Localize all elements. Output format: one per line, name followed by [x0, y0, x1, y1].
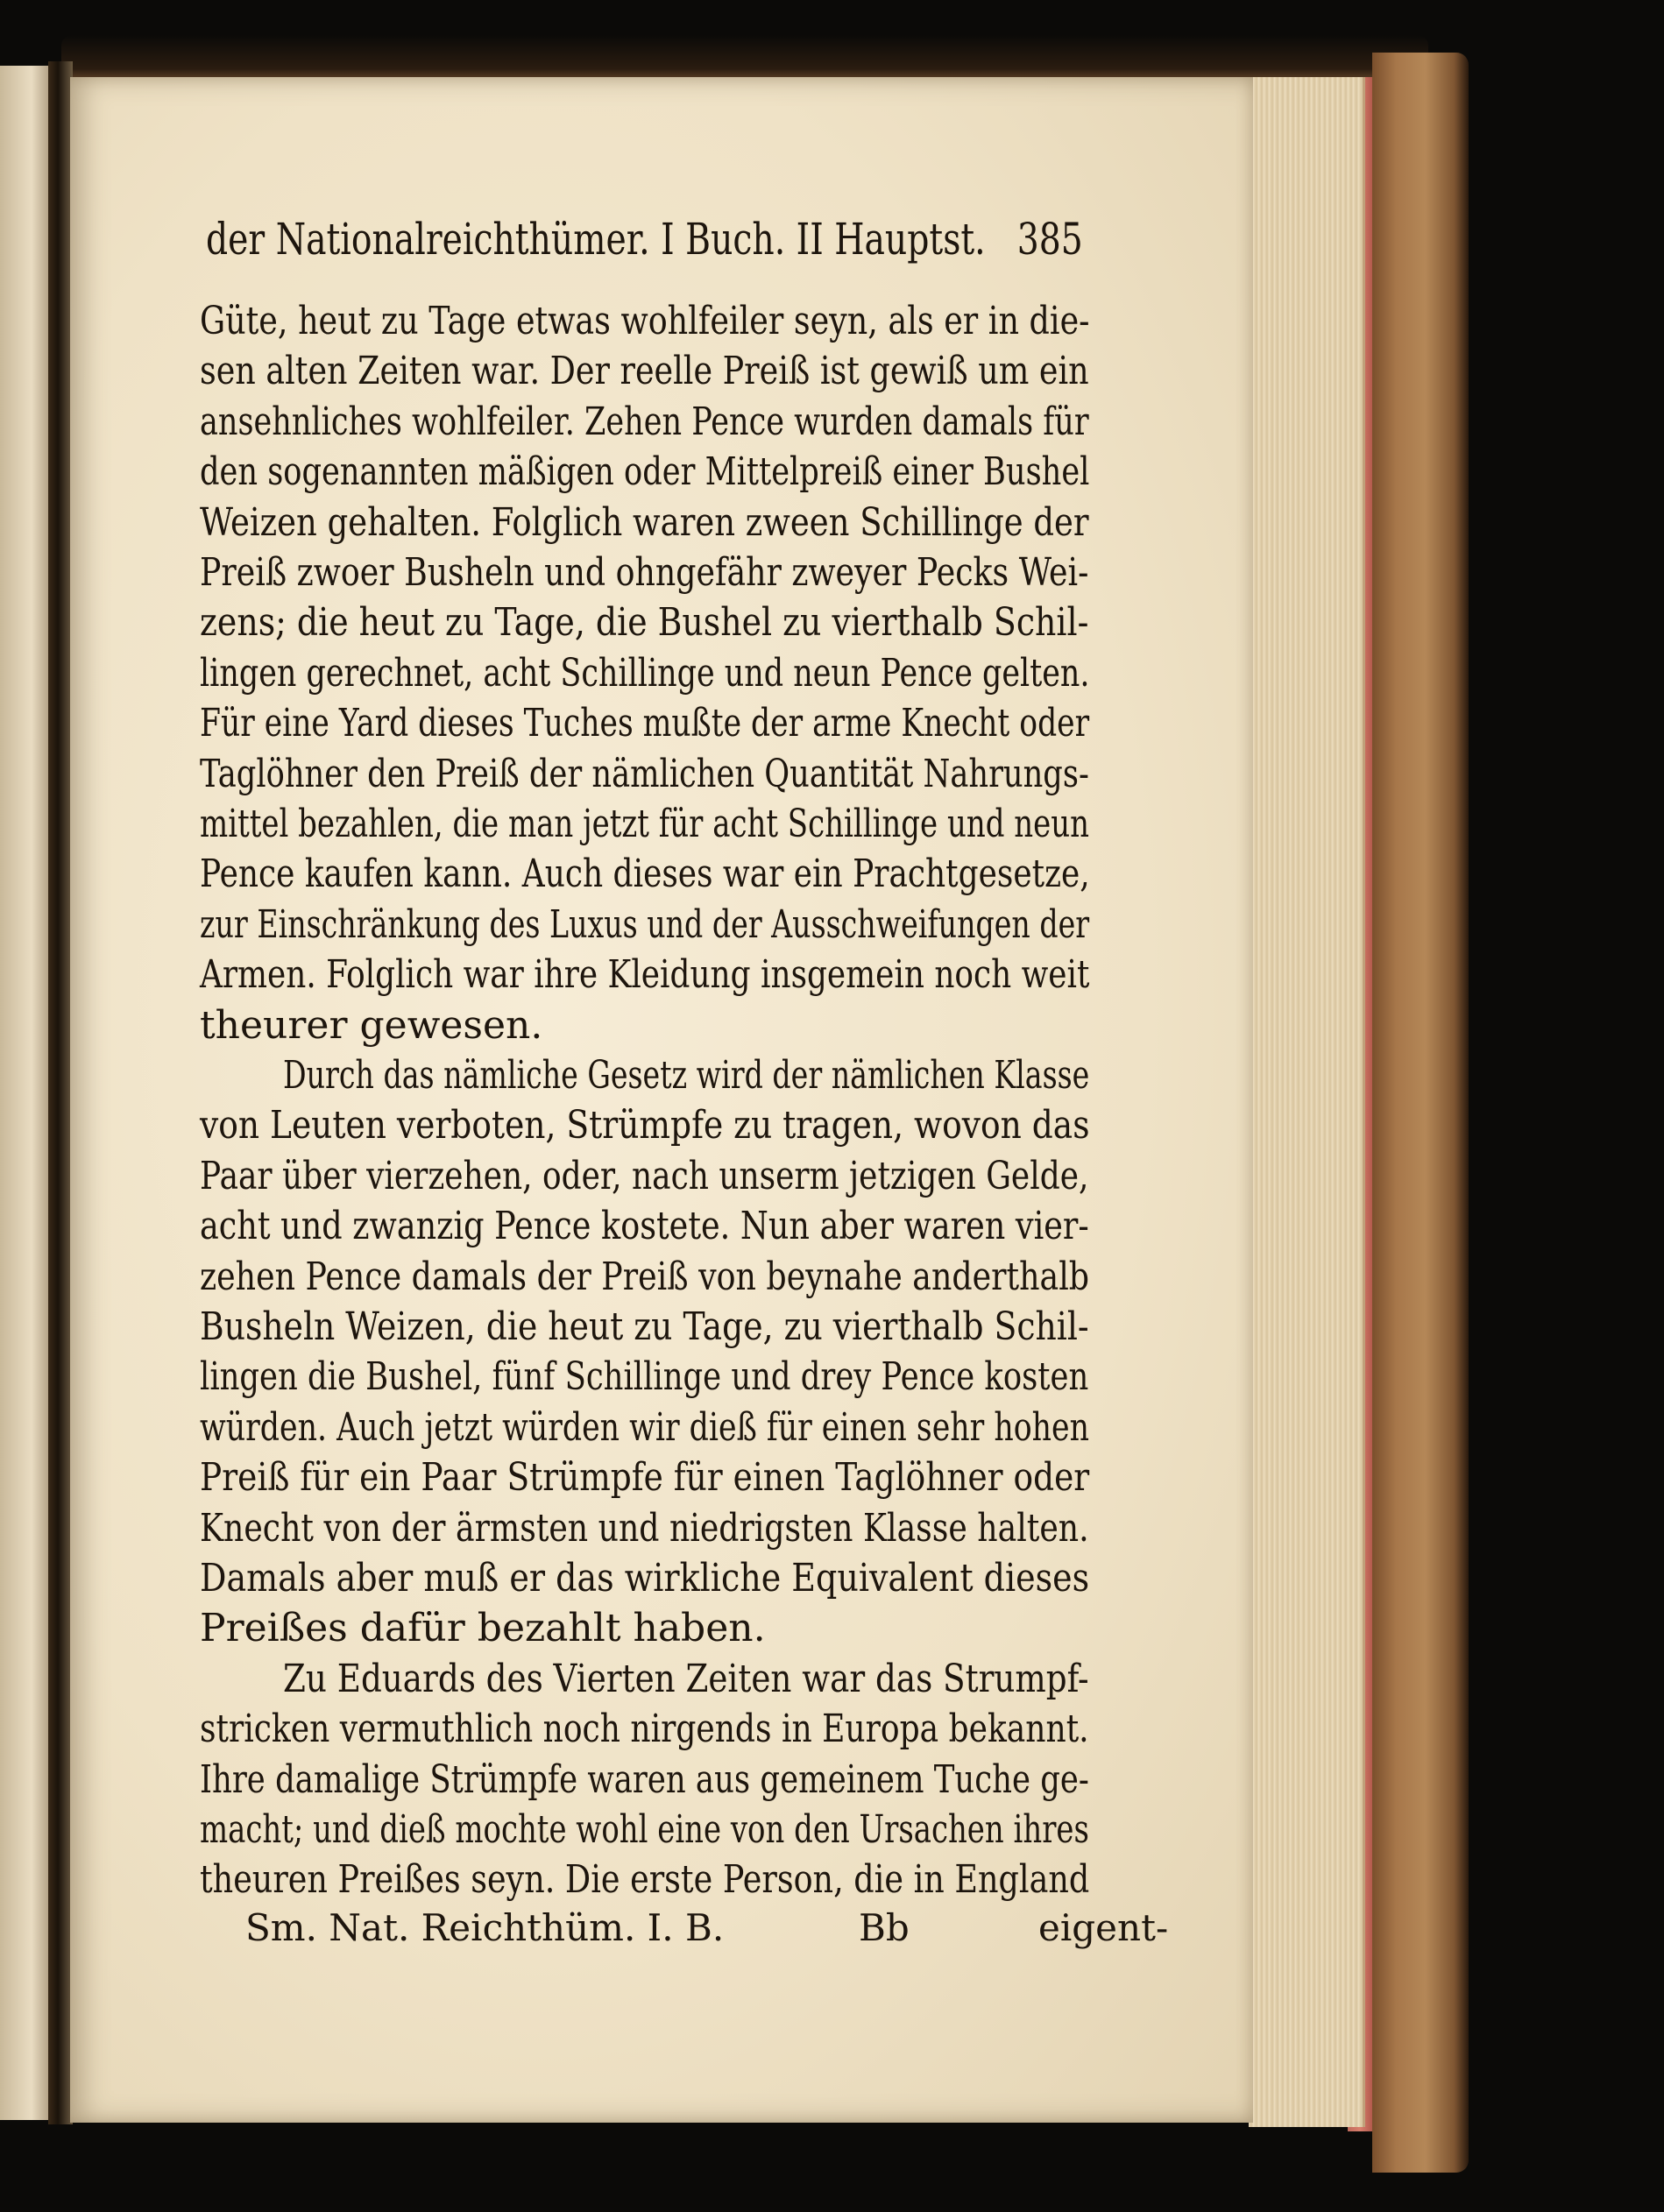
text-line: Weizen gehalten. Folglich waren zween Schillinge der	[200, 499, 1089, 545]
short-title: Sm. Nat. Reichthüm. I. B.	[245, 1906, 725, 1949]
page-stack-edge	[1249, 77, 1365, 2127]
text-line: theurer gewesen.	[200, 1002, 543, 1048]
running-head-line	[206, 214, 1083, 265]
text-line: ansehnliches wohlfeiler. Zehen Pence wurden damals für	[200, 399, 1089, 444]
text-line: lingen die Bushel, fünf Schillinge und drey Pence kosten	[200, 1354, 1089, 1400]
text-line: lingen gerechnet, acht Schillinge und neun Pence gelten.	[200, 650, 1090, 696]
running-head: der Nationalreichthümer. I Buch. II Hauptst.	[206, 214, 986, 265]
text-line: Preiß für ein Paar Strümpfe für einen Taglöhner oder	[200, 1455, 1090, 1501]
book-cover	[1372, 53, 1469, 2173]
text-line: Für eine Yard dieses Tuches mußte der arme Knecht oder	[200, 701, 1090, 746]
text-line: Güte, heut zu Tage etwas wohlfeiler seyn, als er in die-	[200, 299, 1090, 343]
text-line: von Leuten verboten, Strümpfe zu tragen, wovon das	[200, 1103, 1090, 1148]
text-line: Pence kaufen kann. Auch dieses war ein Prachtgesetze,	[200, 852, 1090, 897]
text-line: Paar über vierzehen, oder, nach unserm jetzigen Gelde,	[200, 1153, 1089, 1198]
facing-page-edge	[0, 66, 53, 2120]
text-line: Damals aber muß er das wirkliche Equivalent dieses	[200, 1556, 1090, 1601]
signature-line	[245, 1906, 1169, 1949]
text-line: Taglöhner den Preiß der nämlichen Quantität Nahrungs-	[200, 751, 1089, 796]
text-line: acht und zwanzig Pence kostete. Nun aber waren vier-	[200, 1204, 1089, 1249]
text-line: zens; die heut zu Tage, die Bushel zu vierthalb Schil-	[200, 600, 1089, 646]
text-line: mittel bezahlen, die man jetzt für acht Schillinge und neun	[200, 802, 1089, 846]
text-line: würden. Auch jetzt würden wir dieß für einen sehr hohen	[200, 1404, 1089, 1450]
text-line: theuren Preißes seyn. Die erste Person, die in England	[200, 1857, 1090, 1903]
catchword: eigent-	[1038, 1906, 1169, 1949]
text-line: stricken vermuthlich noch nirgends in Europa bekannt.	[200, 1707, 1089, 1752]
text-line: Durch das nämliche Gesetz wird der nämlichen Klasse	[283, 1053, 1090, 1098]
text-line: zur Einschränkung des Luxus und der Ausschweifungen der	[200, 901, 1090, 947]
text-line: Knecht von der ärmsten und niedrigsten Klasse halten.	[200, 1505, 1089, 1551]
text-line: macht; und dieß mochte wohl eine von den Ursachen ihres	[200, 1807, 1089, 1852]
book-cover-top	[61, 35, 1428, 83]
text-line: Preißes dafür bezahlt haben.	[200, 1606, 766, 1651]
text-line: Zu Eduards des Vierten Zeiten war das Strumpf-	[283, 1656, 1089, 1701]
text-line: Ihre damalige Strümpfe waren aus gemeinem Tuche ge-	[200, 1756, 1089, 1802]
text-line: Busheln Weizen, die heut zu Tage, zu vierthalb Schil-	[200, 1304, 1089, 1349]
text-line: Armen. Folglich war ihre Kleidung insgemein noch weit	[200, 952, 1090, 998]
text-line: sen alten Zeiten war. Der reelle Preiß ist gewiß um ein	[200, 349, 1089, 394]
signature-mark: Bb	[859, 1906, 910, 1949]
text-line: Preiß zwoer Busheln und ohngefähr zweyer Pecks Wei-	[200, 550, 1089, 595]
text-line: zehen Pence damals der Preiß von beynahe anderthalb	[200, 1254, 1090, 1299]
text-line: den sogenannten mäßigen oder Mittelpreiß einer Bushel	[200, 449, 1090, 495]
book-gutter	[48, 61, 73, 2124]
page-number: 385	[1016, 214, 1083, 265]
